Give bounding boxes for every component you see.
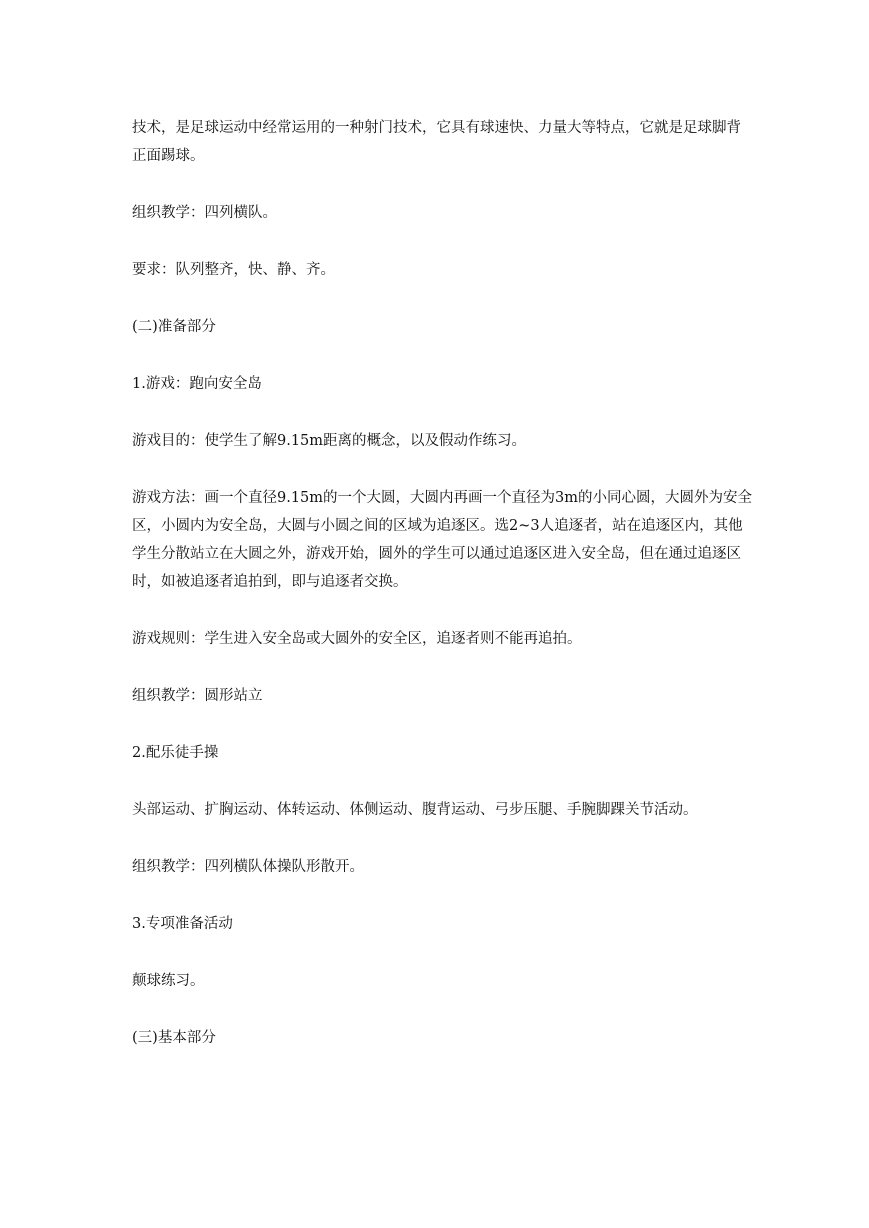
paragraph-organization-3: 组织教学：四列横队体操队形散开。 [132,859,364,875]
section-heading-preparation: (二)准备部分 [132,319,216,335]
paragraph-technique-intro: 技术，是足球运动中经常运用的一种射门技术，它具有球速快、力量大等特点，它就是足球脚背正面踢球。 [132,120,741,164]
section-heading-basic: (三)基本部分 [132,1030,216,1046]
paragraph-game-method: 游戏方法：画一个直径9.15m的一个大圆，大圆内再画一个直径为3m的小同心圆，大圆外为安全区，小圆内为安全岛，大圆与小圆之间的区域为追逐区。选2~3人追逐者，站在追逐区内，其他学生分散站立在大圆之外，游戏开始，圆外的学生可以通过追逐区进入安全岛，但在通过追逐区时，如被追逐者追拍到，即与追逐者交换。 [132,490,753,590]
document-body [132,114,752,1081]
paragraph-organization-1: 组织教学：四列横队。 [132,205,277,221]
subheading-game: 1.游戏：跑向安全岛 [132,376,262,392]
paragraph-organization-2: 组织教学：圆形站立 [132,688,263,704]
subheading-exercise: 2.配乐徒手操 [132,745,219,761]
paragraph-exercise-list: 头部运动、扩胸运动、体转运动、体侧运动、腹背运动、弓步压腿、手腕脚踝关节活动。 [132,802,698,818]
subheading-special-prep: 3.专项准备活动 [132,916,233,932]
paragraph-juggling: 颠球练习。 [132,973,205,989]
paragraph-game-rules: 游戏规则：学生进入安全岛或大圆外的安全区，追逐者则不能再追拍。 [132,631,582,647]
paragraph-game-purpose: 游戏目的：使学生了解9.15m距离的概念，以及假动作练习。 [132,433,527,449]
paragraph-requirements: 要求：队列整齐，快、静、齐。 [132,262,335,278]
